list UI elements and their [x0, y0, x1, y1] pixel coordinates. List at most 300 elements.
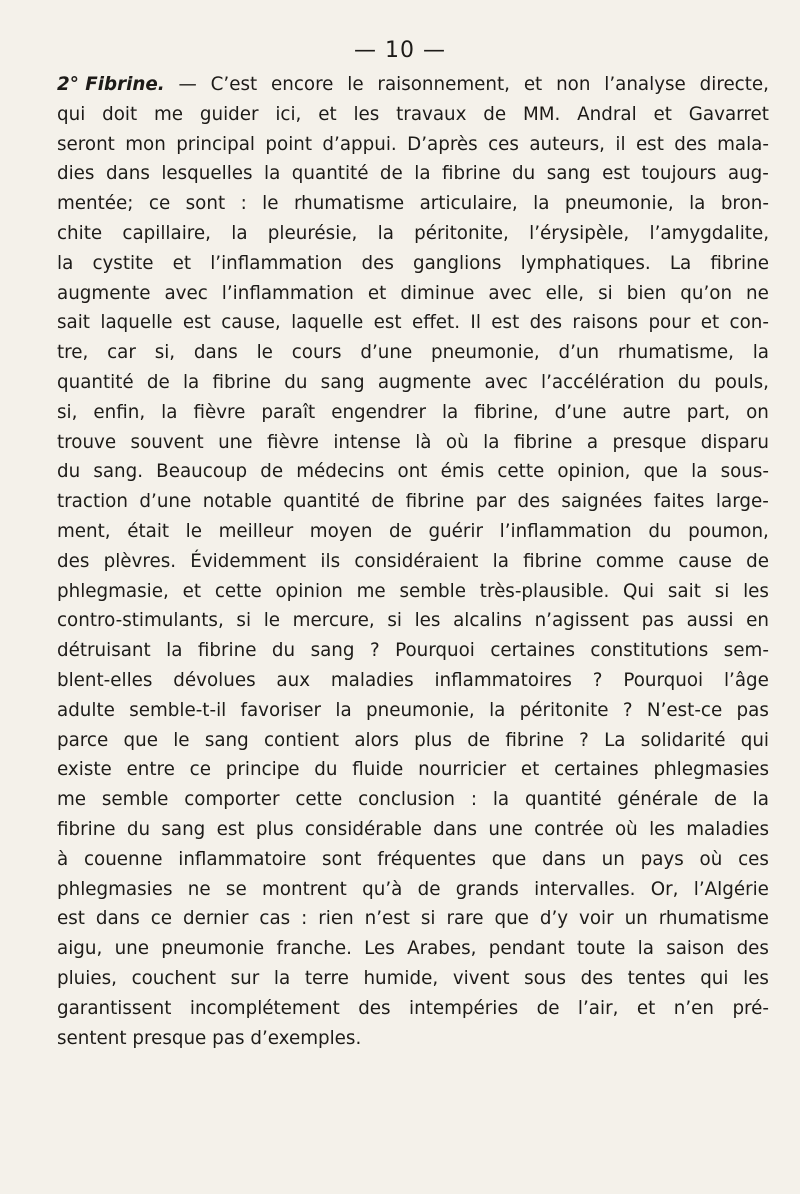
word: que: [491, 848, 527, 870]
word: des: [529, 312, 563, 334]
word: cas: [259, 908, 291, 930]
word: la: [637, 938, 654, 960]
word: est: [635, 133, 664, 155]
text-line: [57, 130, 769, 160]
word: con-: [729, 312, 769, 334]
word: des: [674, 133, 707, 155]
word: voir: [579, 908, 614, 930]
word: si: [420, 908, 436, 930]
word: de: [536, 997, 560, 1019]
text-line: [57, 338, 769, 368]
word: l’air,: [577, 997, 619, 1019]
word: si: [714, 580, 730, 602]
word: enfin,: [93, 401, 146, 423]
word: pleurésie,: [267, 222, 358, 244]
word: Pourquoi: [623, 669, 704, 691]
text-line: [57, 368, 769, 398]
word: péritonite: [519, 699, 609, 721]
word: engendrer: [331, 401, 426, 423]
word: un: [624, 908, 648, 930]
word: mentée;: [57, 193, 134, 215]
word: de: [146, 371, 170, 393]
word: sous-: [720, 461, 769, 483]
word: ces: [738, 848, 769, 870]
word: n’est: [364, 908, 410, 930]
word: nourricier: [418, 759, 507, 781]
word: saison: [666, 938, 725, 960]
word: l’érysipèle,: [529, 222, 630, 244]
word: du: [677, 371, 701, 393]
word: une: [488, 818, 523, 840]
word: la: [689, 193, 706, 215]
word: grands: [455, 878, 519, 900]
word: plus: [255, 818, 294, 840]
word: d’y: [539, 908, 569, 930]
word: générale: [617, 789, 699, 811]
word: presque: [612, 431, 687, 453]
word: la: [483, 431, 500, 453]
word: la: [57, 252, 74, 274]
word: pneumonie,: [564, 193, 674, 215]
word: un: [601, 848, 625, 870]
word: ne: [187, 878, 211, 900]
word: la: [377, 222, 394, 244]
word: du: [57, 461, 81, 483]
word: la: [414, 163, 431, 185]
word: Pourquoi: [395, 640, 475, 662]
word: la: [166, 640, 183, 662]
word: du: [648, 520, 672, 542]
word: qui: [57, 103, 86, 125]
word: ?: [592, 669, 603, 691]
word: émis: [440, 461, 485, 483]
word: le: [256, 342, 273, 364]
word: sang: [320, 371, 365, 393]
word: considérable: [304, 818, 422, 840]
word: l’analyse: [604, 74, 686, 95]
word: et: [523, 74, 543, 95]
word: d’appui.: [322, 133, 397, 155]
text-line: [57, 428, 769, 458]
word: ces: [488, 133, 519, 155]
word: ?: [622, 699, 633, 721]
word: du: [512, 163, 536, 185]
word: alcalins: [453, 610, 522, 632]
word: capillaire,: [122, 222, 211, 244]
word: de: [389, 520, 412, 542]
text-line: [57, 457, 769, 487]
text-line: [57, 70, 769, 100]
word: de: [260, 461, 284, 483]
word: pneumonie: [161, 938, 265, 960]
word: fibrine: [197, 640, 257, 662]
word: Arabes,: [407, 938, 477, 960]
word: part,: [686, 401, 731, 423]
word: maladies: [686, 818, 769, 840]
word: si,: [154, 342, 176, 364]
word: a: [586, 431, 599, 453]
word: mercure,: [292, 610, 375, 632]
word: guérir: [428, 520, 484, 542]
word: alors: [354, 729, 399, 751]
word: il: [615, 133, 626, 155]
word: comme: [595, 550, 665, 572]
word: solidarité: [640, 729, 726, 751]
text-line: [57, 636, 769, 666]
word: de: [379, 163, 403, 185]
word: à: [57, 848, 69, 870]
word: tentes: [627, 967, 686, 989]
text-line: [57, 934, 769, 964]
word: est: [373, 312, 402, 334]
word: est: [216, 818, 245, 840]
word: intervalles.: [534, 878, 636, 900]
word: elle,: [545, 282, 585, 304]
word: en: [746, 610, 769, 632]
word: Beaucoup: [156, 461, 248, 483]
word: la: [492, 789, 510, 811]
text-line: [57, 696, 769, 726]
word: Les: [364, 938, 395, 960]
text-line: [57, 904, 769, 934]
word: contient: [264, 729, 340, 751]
word: lymphatiques.: [520, 252, 651, 274]
word: mala-: [717, 133, 769, 155]
word: paraît: [261, 401, 316, 423]
word: et: [367, 282, 387, 304]
word: et: [636, 997, 656, 1019]
word: pour: [648, 312, 691, 334]
word: très-plausible.: [479, 580, 610, 602]
word: cette: [214, 580, 262, 602]
word: quantité: [291, 163, 369, 185]
word: directe,: [699, 74, 769, 95]
word: humide,: [363, 967, 439, 989]
word: montrent: [261, 878, 347, 900]
word: opinion: [275, 580, 343, 602]
word: couenne: [83, 848, 163, 870]
word: fièvre: [266, 431, 319, 453]
word: avec: [484, 371, 528, 393]
text-line: [57, 189, 769, 219]
word: se: [225, 878, 247, 900]
word: sang.: [93, 461, 144, 483]
word: pouls,: [714, 371, 769, 393]
word: des: [361, 252, 394, 274]
page-number: — 10 —: [354, 38, 446, 63]
word: et: [182, 580, 202, 602]
word: certaines: [490, 640, 575, 662]
word: sem-: [723, 640, 769, 662]
word: phlegmasie,: [57, 580, 169, 602]
word: adulte: [57, 699, 115, 721]
word: poumon,: [688, 520, 769, 542]
word: est: [602, 163, 631, 185]
word: dans: [193, 342, 238, 364]
word: le: [262, 193, 279, 215]
word: la: [231, 222, 248, 244]
word: fréquentes: [377, 848, 476, 870]
word: du: [284, 371, 308, 393]
word: du: [314, 759, 338, 781]
word: la: [182, 371, 200, 393]
word: chite: [57, 222, 103, 244]
word: d’une: [554, 401, 607, 423]
word: aux: [276, 669, 311, 691]
word: quantité: [57, 371, 134, 393]
word: terre: [304, 967, 349, 989]
word: MM.: [522, 103, 561, 125]
word: d’une: [139, 491, 192, 513]
word: la: [489, 699, 506, 721]
word: on: [746, 401, 769, 423]
word: cause,: [221, 312, 281, 334]
text-line: [57, 785, 769, 815]
word: Gavarret: [688, 103, 769, 125]
word: que: [643, 461, 679, 483]
word: :: [470, 789, 477, 811]
word: avec: [488, 282, 532, 304]
word: ici,: [275, 103, 302, 125]
word: lesquelles: [161, 163, 253, 185]
word: auteurs,: [529, 133, 605, 155]
word: l’accélération: [541, 371, 665, 393]
word: garantissent: [57, 997, 172, 1019]
word: raisonnement,: [377, 74, 510, 95]
word: seront: [57, 133, 115, 155]
word: me: [153, 103, 184, 125]
text-line: [57, 517, 769, 547]
word: l’inflammation: [499, 520, 632, 542]
text-line: [57, 547, 769, 577]
word: inflammatoires: [434, 669, 572, 691]
word: les: [743, 580, 769, 602]
word: faites: [653, 491, 705, 513]
word: de: [483, 103, 507, 125]
word: toute: [577, 938, 626, 960]
word: blent-elles: [57, 669, 153, 691]
word: fibrine: [405, 491, 465, 513]
paragraph-heading: 2° Fibrine.: [57, 74, 165, 95]
word: fibrine: [505, 729, 564, 751]
word: phlegmasies: [653, 759, 769, 781]
word: est: [182, 312, 211, 334]
word: souvent: [130, 431, 204, 453]
word: cystite: [92, 252, 154, 274]
word: sous: [524, 967, 566, 989]
word: dans: [541, 848, 586, 870]
word: couchent: [131, 967, 217, 989]
word: inflammatoire: [178, 848, 307, 870]
word: diminue: [400, 282, 475, 304]
text-line: [57, 606, 769, 636]
word: dans: [105, 163, 150, 185]
word: rien: [318, 908, 354, 930]
word: et: [520, 759, 540, 781]
word: intempéries: [409, 997, 519, 1019]
word: l’inflammation: [210, 252, 343, 274]
word: doit: [102, 103, 138, 125]
word: contrée: [534, 818, 604, 840]
word: dernier: [183, 908, 249, 930]
word: principal: [176, 133, 256, 155]
word: N’est-ce: [646, 699, 723, 721]
word: n’agissent: [534, 610, 629, 632]
word: guider: [199, 103, 259, 125]
word: détruisant: [57, 640, 151, 662]
text-line: [57, 875, 769, 905]
word: la: [441, 401, 459, 423]
word: fibrine,: [474, 401, 539, 423]
text-line: [57, 487, 769, 517]
word: les: [353, 103, 380, 125]
word: franche.: [276, 938, 352, 960]
word: la: [752, 342, 769, 364]
word: le: [173, 729, 190, 751]
word: où: [699, 848, 723, 870]
word: Andral: [577, 103, 637, 125]
word: de: [746, 550, 769, 572]
word: sait: [57, 312, 90, 334]
word: si: [236, 610, 252, 632]
text-line: [57, 100, 769, 130]
text-line: [57, 815, 769, 845]
word: sang: [546, 163, 591, 185]
word: opinion,: [557, 461, 631, 483]
word: le: [185, 520, 202, 542]
word: fibrine: [212, 371, 272, 393]
text-line: [57, 279, 769, 309]
body-text: [57, 70, 769, 1053]
word: contro-stimulants,: [57, 610, 224, 632]
text-line: [57, 577, 769, 607]
word: point: [265, 133, 313, 155]
word: parce: [57, 729, 109, 751]
word: mon: [125, 133, 166, 155]
word: Évidemment: [190, 550, 307, 572]
word: La: [604, 729, 626, 751]
word: toujours: [641, 163, 717, 185]
text-line: [57, 159, 769, 189]
word: sur: [230, 967, 260, 989]
word: les: [743, 967, 769, 989]
text-line: [57, 845, 769, 875]
word: sang: [310, 640, 355, 662]
word: qui: [740, 729, 769, 751]
word: du: [271, 640, 296, 662]
word: traction: [57, 491, 128, 513]
word: que: [494, 908, 529, 930]
word: la: [273, 967, 291, 989]
word: entre: [126, 759, 175, 781]
word: certaines: [554, 759, 639, 781]
word: aussi: [686, 610, 734, 632]
word: Or,: [650, 878, 679, 900]
word: si: [598, 282, 613, 304]
word: moyen: [309, 520, 373, 542]
text-line: [57, 726, 769, 756]
word: semble: [399, 580, 466, 602]
word: ganglions: [413, 252, 502, 274]
word: si,: [57, 401, 78, 423]
word: me: [57, 789, 87, 811]
word: plèvres.: [103, 550, 177, 572]
word: constitutions: [590, 640, 709, 662]
word: des: [358, 997, 391, 1019]
word: pneumonie,: [430, 342, 540, 364]
word: la: [161, 401, 178, 423]
word: l’amygdalite,: [649, 222, 769, 244]
word: maladies: [330, 669, 414, 691]
word: de: [467, 729, 491, 751]
word: qu’on: [680, 282, 733, 304]
word: cours: [291, 342, 342, 364]
word: ce: [150, 908, 173, 930]
word: fibrine: [710, 252, 769, 274]
word: et: [318, 103, 337, 125]
word: fibrine: [442, 163, 501, 185]
word: non: [556, 74, 591, 95]
word: raisons: [572, 312, 639, 334]
word: me: [356, 580, 386, 602]
text-line: [57, 308, 769, 338]
word: incomplétement: [189, 997, 340, 1019]
text-line: [57, 994, 769, 1024]
text-line: [57, 398, 769, 428]
word: considéraient: [354, 550, 479, 572]
word: la: [533, 193, 550, 215]
word: effet.: [411, 312, 461, 334]
word: ment,: [57, 520, 111, 542]
word: augmente: [57, 282, 151, 304]
word: quantité: [524, 789, 602, 811]
word: n’en: [673, 997, 714, 1019]
word: là: [415, 431, 432, 453]
word: avec: [164, 282, 208, 304]
word: disparu: [700, 431, 769, 453]
word: meilleur: [218, 520, 294, 542]
word: —: [178, 74, 197, 95]
word: rhumatisme,: [617, 342, 734, 364]
word: La: [669, 252, 692, 274]
word: sait: [667, 580, 701, 602]
word: articulaire,: [419, 193, 518, 215]
word: d’exemples.: [250, 1027, 362, 1049]
word: d’une: [360, 342, 413, 364]
word: ce: [148, 193, 171, 215]
word: Qui: [623, 580, 655, 602]
word: fibrine: [523, 550, 582, 572]
word: la: [335, 699, 352, 721]
word: ne: [746, 282, 769, 304]
word: principe: [225, 759, 300, 781]
word: vivent: [452, 967, 510, 989]
word: sang: [204, 729, 249, 751]
word: pneumonie,: [366, 699, 475, 721]
word: pendant: [488, 938, 565, 960]
word: travaux: [396, 103, 467, 125]
word: pas: [641, 610, 674, 632]
word: par: [475, 491, 507, 513]
word: sang: [161, 818, 206, 840]
word: bron-: [720, 193, 769, 215]
word: pas: [736, 699, 769, 721]
word: rhumatisme: [658, 908, 769, 930]
word: sont: [185, 193, 226, 215]
word: des: [580, 967, 613, 989]
word: les: [414, 610, 441, 632]
word: fièvre: [193, 401, 246, 423]
